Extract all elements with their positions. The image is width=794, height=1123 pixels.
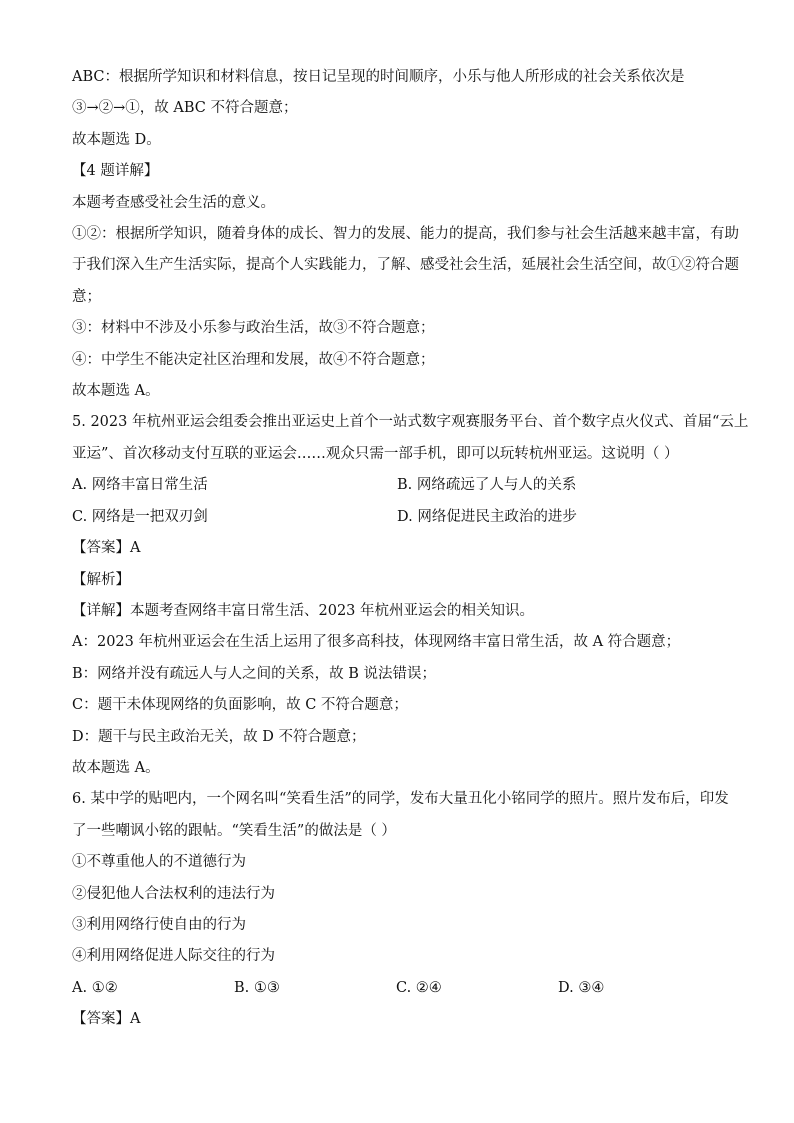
q5-analysis-a: A：2023 年杭州亚运会在生活上运用了很多高科技，体现网络丰富日常生活，故 A 符合题意； xyxy=(72,634,681,651)
q6-item-3: ③利用网络行使自由的行为 xyxy=(72,916,246,933)
q3-analysis-abc: ABC：根据所学知识和材料信息，按日记呈现的时间顺序，小乐与他人所形成的社会关系依次是 xyxy=(72,69,685,85)
q6-option-b: B. ①③ xyxy=(234,979,280,996)
q6-option-a: A. ①② xyxy=(72,979,118,996)
q5-option-c: C. 网络是一把双刃剑 xyxy=(72,508,208,525)
q6-options-row xyxy=(72,973,732,1004)
q5-option-a: A. 网络丰富日常生活 xyxy=(72,477,208,494)
document-page xyxy=(72,62,749,1036)
q5-stem-line1: 5. 2023 年杭州亚运会组委会推出亚运史上首个一站式数字观赛服务平台、首个数字点火仪式、首届“云上 xyxy=(72,414,749,431)
q5-detail: 【详解】本题考查网络丰富日常生活、2023 年杭州亚运会的相关知识。 xyxy=(72,602,535,619)
q6-item-4: ④利用网络促进人际交往的行为 xyxy=(72,948,275,965)
q3-analysis-abc-cont: ③→②→①，故 ABC 不符合题意； xyxy=(72,100,298,117)
q5-answer: 【答案】A xyxy=(72,540,141,557)
q6-option-c: C. ②④ xyxy=(396,979,442,996)
q5-stem-line2: 亚运”、首次移动支付互联的亚运会……观众只需一部手机，即可以玩转杭州亚运。这说明（ ） xyxy=(72,445,679,462)
q5-options-row2 xyxy=(72,502,732,533)
q5-option-d: D. 网络促进民主政治的进步 xyxy=(397,508,577,525)
q5-options-row1 xyxy=(72,470,732,501)
q4-point-12-line3: 意； xyxy=(72,288,101,305)
q6-answer: 【答案】A xyxy=(72,1011,141,1028)
q4-point-3: ③：材料中不涉及小乐参与政治生活，故③不符合题意； xyxy=(72,320,435,337)
q5-conclusion: 故本题选 A。 xyxy=(72,759,160,776)
q5-analysis-b: B：网络并没有疏远人与人之间的关系，故 B 说法错误； xyxy=(72,665,437,682)
q3-conclusion: 故本题选 D。 xyxy=(72,131,161,148)
q4-header: 【4 题详解】 xyxy=(72,163,159,180)
q4-point-4: ④：中学生不能决定社区治理和发展，故④不符合题意； xyxy=(72,351,435,368)
q4-intro: 本题考查感受社会生活的意义。 xyxy=(72,194,275,211)
q6-item-2: ②侵犯他人合法权利的违法行为 xyxy=(72,885,275,902)
q4-point-12-line2: 于我们深入生产生活实际，提高个人实践能力，了解、感受社会生活，延展社会生活空间，故①②符合题 xyxy=(72,257,739,274)
q6-stem-line2: 了一些嘲讽小铭的跟帖。“笑看生活”的做法是（ ） xyxy=(72,822,396,839)
q4-conclusion: 故本题选 A。 xyxy=(72,383,160,400)
q6-option-d: D. ③④ xyxy=(558,979,605,996)
q6-item-1: ①不尊重他人的不道德行为 xyxy=(72,854,246,871)
q5-option-b: B. 网络疏远了人与人的关系 xyxy=(397,477,577,494)
q5-analysis-d: D：题干与民主政治无关，故 D 不符合题意； xyxy=(72,728,366,745)
q5-analysis-header: 【解析】 xyxy=(72,571,130,588)
q4-point-12-line1: ①②：根据所学知识，随着身体的成长、智力的发展、能力的提高，我们参与社会生活越来越丰富，有助 xyxy=(72,226,739,243)
q5-analysis-c: C：题干未体现网络的负面影响，故 C 不符合题意； xyxy=(72,697,408,714)
q6-stem-line1: 6. 某中学的贴吧内，一个网名叫“笑看生活”的同学，发布大量丑化小铭同学的照片。照片发布后，印发 xyxy=(72,791,729,808)
